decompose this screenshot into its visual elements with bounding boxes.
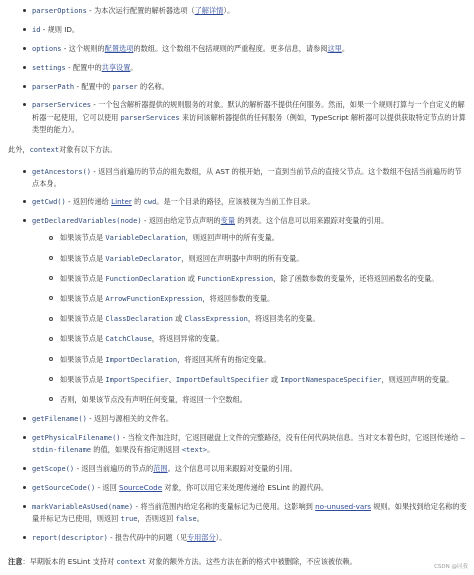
code-term: parser [112, 82, 138, 91]
list-item: options - 这个规则的配置选项的数组。这个数组不包括规则的严重程度。更多信息，请参阅这里。 [22, 43, 468, 55]
code-term: getScope() [32, 465, 75, 474]
sublist-item: 如果该节点是 ImportDeclaration，将返回其所有的指定变量。 [32, 354, 468, 366]
list-item: parserOptions - 为本次运行配置的解析器选项（了解详情）。 [22, 5, 468, 17]
code-term: ArrowFunctionExpression [105, 294, 203, 303]
dedicated-section-link[interactable]: 专用部分 [186, 533, 216, 543]
list-item: getPhysicalFilename() - 当检文件加注时，它返回磁盘上文件的完整路径，没有任何代码块信息。当对文本着色时，它返回传递给 —stdin-filename 的值，如果没有指定则返回 <text>。 [22, 432, 468, 457]
learn-more-link[interactable]: 了解详情 [194, 6, 224, 15]
code-term: true [120, 515, 138, 524]
code-term: getPhysicalFilename() [32, 433, 121, 442]
list-item: report(descriptor) - 报告代码中的问题（见专用部分）。 [22, 532, 468, 544]
sublist-item: 如果该节点是 VariableDeclarator，则返回在声明器中声明的所有变量。 [32, 253, 468, 265]
list-item: settings - 配置中的共享设置。 [22, 62, 468, 74]
code-term: ImportDeclaration [105, 355, 178, 364]
code-term: VariableDeclarator [105, 254, 182, 263]
deprecation-note: 注意：早期版本的 ESLint 支持对 context 对象的额外方法。这些方法在新的格式中被删除，不应该被依赖。 [8, 557, 357, 566]
code-term: report(descriptor) [32, 534, 108, 543]
code-term: getDeclaredVariables(node) [32, 217, 142, 226]
code-term: cwd [143, 198, 157, 207]
code-term: id [32, 25, 41, 34]
code-term: <text> [181, 446, 208, 455]
code-term: settings [32, 63, 66, 72]
no-unused-vars-link[interactable]: no-unused-vars [315, 501, 371, 511]
sublist-item: 如果该节点是 ClassDeclaration 或 ClassExpression，将返回类名的变量。 [32, 313, 468, 325]
declared-variables-sublist [32, 232, 468, 405]
code-term: getFilename() [32, 415, 87, 424]
code-term: parserServices [120, 113, 180, 122]
code-term: ImportDefaultSpecifier [175, 375, 269, 384]
code-term: FunctionDeclaration [105, 274, 186, 283]
sublist-item: 如果该节点是 ImportSpecifier、ImportDefaultSpecifier 或 ImportNamespaceSpecifier，则返回声明的变量。 [32, 374, 468, 386]
list-item: getSourceCode() - 返回 SourceCode 对象，你可以用它来处理传递给 ESLint 的源代码。 [22, 482, 468, 494]
config-options-link[interactable]: 配置选项 [104, 43, 134, 53]
sublist-item: 否则，如果该节点没有声明任何变量，将返回一个空数组。 [32, 394, 468, 405]
scope-link[interactable]: 范围 [153, 464, 168, 474]
sublist-item: 如果该节点是 FunctionDeclaration 或 FunctionExpression，除了函数参数的变量外，还将返回函数名的变量。 [32, 273, 468, 285]
code-term: CatchClause [105, 335, 152, 344]
list-item: getDeclaredVariables(node) - 返回由给定节点声明的变量 的列表。这个信息可以用来跟踪对变量的引用。 如果该节点是 VariableDeclaration，则返回声明中的所有变量。 如果该节点是 VariableDeclarator，则返回在声明器中声明的所有变量。 如果该节点是 FunctionDeclaration 或 FunctionExpression，除了函数参数的变量外，还将返回函数名的变量。 如果该节点是 ArrowFunctionExpression，将返回参数的变量。 如果该节点是 ClassDeclaration 或 ClassExpression，将返回类名的变量。 如果该节点是 CatchClause，将返回异常的变量。 如果该节点是 ImportDeclaration，将返回其所有的指定变量。 如果该节点是 ImportSpecifier、ImportDefaultSpecifier 或 ImportNamespaceSpecifier，则返回声明的变量。 否则，如果该节点没有声明任何变量，将返回一个空数组。 [22, 215, 468, 405]
list-item: parserServices - 一个包含解析器提供的规则服务的对象。默认的解析器不提供任何服务。然而，如果一个规则打算与一个自定义的解析器一起使用，它可以使用 parserServices 来访问该解析器提供的任何服务（例如，TypeScript 解析器可以提供获取特定节点的计算类型的能力）。 [22, 99, 468, 135]
code-term: parserOptions [32, 7, 87, 15]
note-label: 注意 [8, 557, 23, 566]
list-item: id - 规则 ID。 [22, 24, 468, 36]
code-term: options [32, 44, 62, 53]
here-link[interactable]: 这里 [327, 43, 342, 53]
sourcecode-link[interactable]: SourceCode [119, 483, 163, 493]
context-methods-list [22, 166, 468, 551]
list-item: getFilename() - 返回与源相关的文件名。 [22, 413, 468, 425]
code-term: —stdin-filename [32, 433, 465, 455]
list-item: getCwd() - 返回传递给 Linter 的 cwd。是一个目录的路径，应该被视为当前工作目录。 [22, 196, 468, 208]
list-item: getScope() - 返回当前遍历的节点的范围。这个信息可以用来跟踪对变量的引用。 [22, 463, 468, 475]
list-item: getAncestors() - 返回当前遍历的节点的祖先数组，从 AST 的根开始，一直到当前节点的直接父节点。这个数组不包括当前遍历的节点本身。 [22, 166, 468, 190]
code-term: context [116, 558, 146, 566]
code-term: getCwd() [32, 198, 66, 207]
watermark: CSDN @同我 [434, 564, 468, 570]
sublist-item: 如果该节点是 ArrowFunctionExpression，将返回参数的变量。 [32, 293, 468, 305]
code-term: ClassExpression [184, 315, 248, 324]
code-term: ClassDeclaration [105, 315, 173, 324]
context-properties-list [22, 5, 468, 142]
sublist-item: 如果该节点是 CatchClause，将返回异常的变量。 [32, 333, 468, 345]
list-item: markVariableAsUsed(name) - 将当前范围内给定名称的变量标记为已使用。这影响到 no-unused-vars 规则。如果找到给定名称的变量并标记为已使用，则返回 true，否则返回 false。 [22, 501, 468, 526]
code-term: parserPath [32, 82, 75, 91]
code-term: false [175, 515, 197, 524]
code-term: ImportSpecifier [105, 375, 169, 384]
linter-link[interactable]: Linter [111, 197, 132, 207]
sublist-item: 如果该节点是 VariableDeclaration，则返回声明中的所有变量。 [32, 232, 468, 244]
methods-intro-paragraph: 此外，context对象有以下方法。 [8, 145, 117, 154]
code-term: markVariableAsUsed(name) [32, 502, 134, 511]
code-term: context [29, 146, 60, 154]
list-item: parserPath - 配置中的 parser 的名称。 [22, 81, 468, 93]
shared-settings-link[interactable]: 共享设置 [101, 62, 131, 72]
code-term: ImportNamespaceSpecifier [280, 375, 382, 384]
variables-link[interactable]: 变量 [220, 216, 236, 226]
code-term: FunctionExpression [197, 274, 274, 283]
code-term: getSourceCode() [32, 484, 96, 493]
code-term: getAncestors() [32, 168, 92, 176]
code-term: VariableDeclaration [105, 234, 186, 243]
code-term: parserServices [32, 101, 92, 110]
